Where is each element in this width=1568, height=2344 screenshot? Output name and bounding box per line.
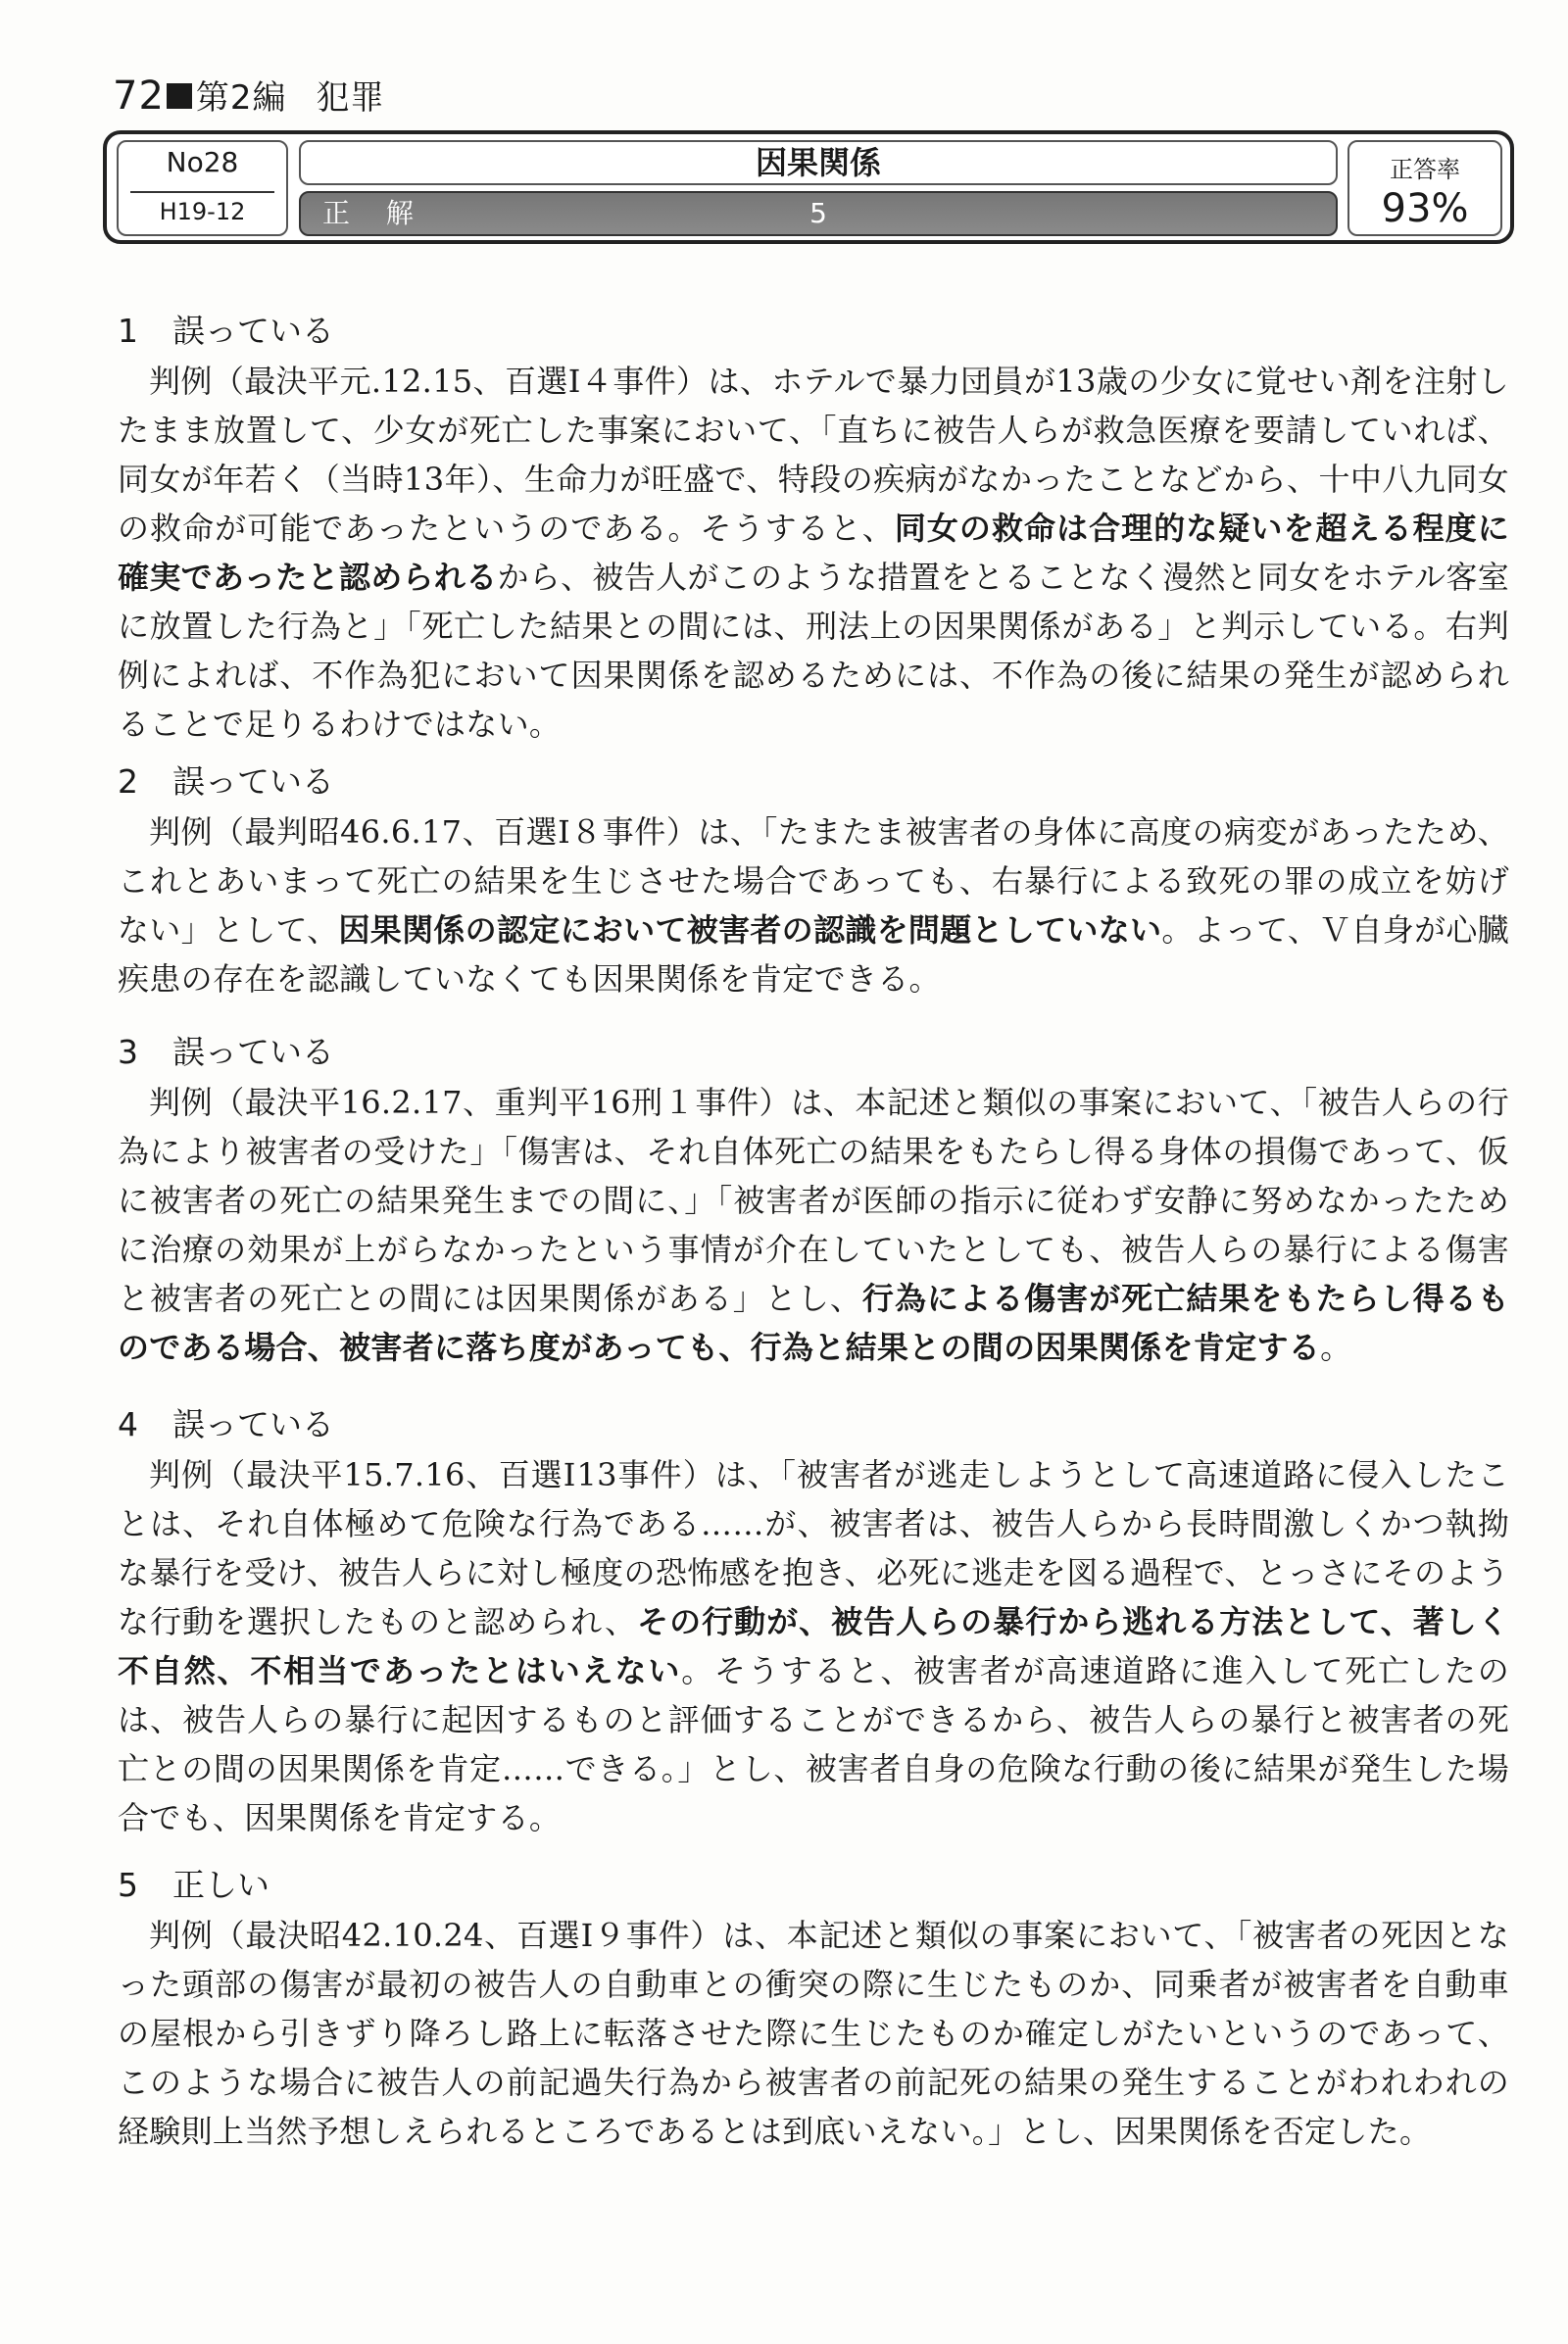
exam-code: H19-12 [159, 198, 246, 225]
divider [130, 191, 274, 193]
explanation-number: 3 [118, 1033, 138, 1071]
emphasis: 同女の救命は合理的な疑いを超える程度に確実であったと認められる [118, 510, 1509, 596]
explanation-text: 判例（最決平元.12.15、百選Ⅰ４事件）は、ホテルで暴力団員が13歳の少女に覚せい剤を注射したまま放置して、少女が死亡した事案において、「直ちに被告人らが救急医療を要請していれば、同女が年若く（当時13年）、生命力が旺盛で、特段の疾病がなかったことなどから、十中八九同女の救命が可能であったというのである。そうすると、同女の救命は合理的な疑いを超える程度に確実であったと認められるから、被告人がこのような措置をとることなく漫然と同女をホテル客室に放置した行為と」「死亡した結果との間には、刑法上の因果関係がある」と判示している。右判例によれば、不作為犯において因果関係を認めるためには、不作為の後に結果の発生が認められることで足りるわけではない。 [118, 363, 1509, 743]
emphasis: 因果関係の認定において被害者の認識を問題としていない [338, 911, 1162, 949]
explanation-text: 判例（最判昭46.6.17、百選Ⅰ８事件）は、「たまたま被害者の身体に高度の病変があったため、これとあいまって死亡の結果を生じさせた場合であっても、右暴行による致死の罪の成立を妨げない」として、因果関係の認定において被害者の認識を問題としていない。よって、Ｖ自身が心臓疾患の存在を認識していなくても因果関係を肯定できる。 [118, 813, 1509, 998]
explanation-text: 判例（最決平16.2.17、重判平16刑１事件）は、本記述と類似の事案において、「被告人らの行為により被害者の受けた」「傷害は、それ自体死亡の結果をもたらし得る身体の損傷であって、仮に被害者の死亡の結果発生までの間に、」「被害者が医師の指示に従わず安静に努めなかったために治療の効果が上がらなかったという事情が介在していたとしても、被告人らの暴行による傷害と被害者の死亡との間には因果関係がある」とし、行為による傷害が死亡結果をもたらし得るものである場合、被害者に落ち度があっても、行為と結果との間の因果関係を肯定する。 [118, 1084, 1509, 1366]
emphasis: 行為による傷害が死亡結果をもたらし得るものである場合、被害者に落ち度があっても、行為と結果との間の因果関係を肯定する [118, 1280, 1509, 1366]
black-square-icon [167, 83, 192, 109]
answer-label: 正 解 [322, 197, 427, 229]
explanation-number: 4 [118, 1405, 138, 1443]
explanation-verdict: 誤っている [172, 1405, 334, 1443]
explanation-verdict: 誤っている [172, 762, 334, 801]
explanation-number: 5 [118, 1866, 138, 1904]
explanation-number: 2 [118, 762, 138, 801]
explanation-4 [118, 1403, 1509, 1842]
explanation-heading [118, 1403, 1509, 1446]
explanation-number: 1 [118, 312, 138, 350]
question-id-panel [117, 140, 288, 236]
explanation-3 [118, 1031, 1509, 1372]
explanation-1 [118, 310, 1509, 749]
question-title: 因果関係 [299, 140, 1338, 185]
explanation-text: 判例（最決平15.7.16、百選Ⅰ13事件）は、「被害者が逃走しようとして高速道路に侵入したことは、それ自体極めて危険な行為である……が、被害者は、被告人らから長時間激しくかつ執拗な暴行を受け、被告人らに対し極度の恐怖感を抱き、必死に逃走を図る過程で、とっさにそのような行動を選択したものと認められ、その行動が、被告人らの暴行から逃れる方法として、著しく不自然、不相当であったとはいえない。そうすると、被害者が高速道路に進入して死亡したのは、被告人らの暴行に起因するものと評価することができるから、被告人らの暴行と被害者の死亡との間の因果関係を肯定……できる。」とし、被害者自身の危険な行動の後に結果が発生した場合でも、因果関係を肯定する。 [118, 1456, 1509, 1836]
explanation-5 [118, 1864, 1509, 2156]
explanation-heading [118, 1864, 1509, 1907]
chapter-label: 犯罪 [316, 78, 385, 118]
question-info-box [103, 130, 1514, 244]
answer-value: 5 [809, 197, 827, 229]
correct-rate-label: 正答率 [1390, 156, 1460, 183]
emphasis: その行動が、被告人らの暴行から逃れる方法として、著しく不自然、不相当であったとはいえない [118, 1603, 1509, 1689]
explanation-text: 判例（最決昭42.10.24、百選Ⅰ９事件）は、本記述と類似の事案において、「被害者の死因となった頭部の傷害が最初の被告人の自動車との衝突の際に生じたものか、同乗者が被害者を自動車の屋根から引きずり降ろし路上に転落させた際に生じたものか確定しがたいというのであって、このような場合に被告人の前記過失行為から被害者の前記死の結果の発生することがわれわれの経験則上当然予想しえられるところであるとは到底いえない。」とし、因果関係を否定した。 [118, 1917, 1509, 2150]
page-header [113, 71, 385, 119]
explanation-heading [118, 310, 1509, 353]
explanation-2 [118, 760, 1509, 1003]
explanation-heading [118, 1031, 1509, 1074]
part-label: 第2編 [195, 78, 287, 118]
explanation-heading [118, 760, 1509, 804]
explanation-verdict: 誤っている [172, 312, 334, 350]
page-number: 72 [113, 73, 165, 119]
answer-bar [299, 191, 1338, 236]
explanation-verdict: 正しい [172, 1866, 270, 1904]
explanation-verdict: 誤っている [172, 1033, 334, 1071]
correct-rate-value: 93% [1381, 186, 1469, 231]
question-number: No28 [166, 146, 239, 178]
correct-rate-panel [1348, 140, 1502, 236]
